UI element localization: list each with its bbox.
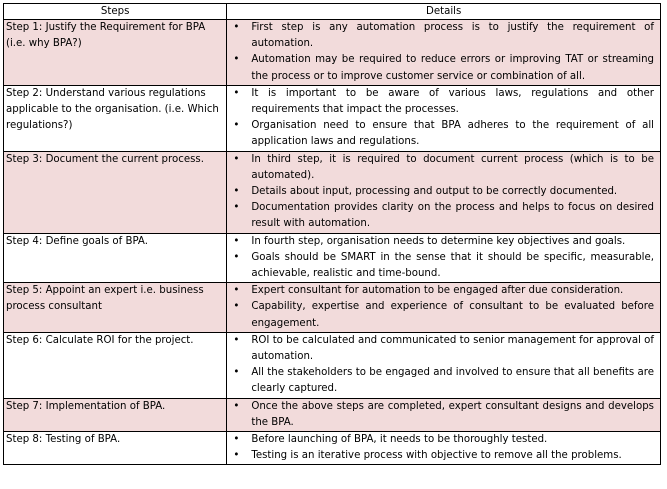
step-cell: Step 6: Calculate ROI for the project. xyxy=(4,332,227,398)
details-cell xyxy=(227,398,661,431)
detail-text: Expert consultant for automation to be engaged after due consideration. xyxy=(251,285,624,297)
details-list xyxy=(229,152,658,233)
detail-text: All the stakeholders to be engaged and involved to ensure that all benefits are clearly captured. xyxy=(251,367,654,395)
details-cell xyxy=(227,85,661,151)
table-row xyxy=(4,398,661,431)
step-cell: Step 8: Testing of BPA. xyxy=(4,432,227,465)
details-header: Details xyxy=(227,4,661,20)
bullet-icon: • xyxy=(233,334,240,346)
details-list xyxy=(229,432,658,464)
bullet-icon: • xyxy=(233,367,240,379)
list-item xyxy=(229,20,658,52)
bullet-icon: • xyxy=(233,186,240,198)
list-item xyxy=(229,52,658,84)
bullet-icon: • xyxy=(233,120,240,132)
detail-text: ROI to be calculated and communicated to senior management for approval of automation. xyxy=(251,334,654,363)
step-cell: Step 7: Implementation of BPA. xyxy=(4,398,227,431)
step-cell: Step 4: Define goals of BPA. xyxy=(4,233,227,283)
step-cell: Step 3: Document the current process. xyxy=(4,151,227,233)
list-item xyxy=(229,333,658,365)
detail-text: Testing is an iterative process with objective to remove all the problems. xyxy=(251,450,622,462)
bullet-icon: • xyxy=(233,153,240,165)
detail-text: Goals should be SMART in the sense that it should be specific, measurable, achievable, realistic and time-bound. xyxy=(251,251,654,280)
list-item xyxy=(229,152,658,184)
list-item xyxy=(229,250,658,282)
list-item xyxy=(229,234,658,250)
list-item xyxy=(229,200,658,232)
detail-text: Documentation provides clarity on the process and helps to focus on desired result with automation. xyxy=(251,202,654,230)
list-item xyxy=(229,399,658,431)
table-row xyxy=(4,233,661,283)
bullet-icon: • xyxy=(233,202,240,214)
bullet-icon: • xyxy=(233,235,240,247)
bullet-icon: • xyxy=(233,285,240,297)
details-cell xyxy=(227,332,661,398)
details-list xyxy=(229,283,658,332)
list-item xyxy=(229,283,658,299)
list-item xyxy=(229,184,658,200)
bpa-steps-table xyxy=(3,3,661,465)
list-item xyxy=(229,299,658,331)
table-row xyxy=(4,151,661,233)
details-cell xyxy=(227,283,661,333)
table-row xyxy=(4,20,661,86)
detail-text: Before launching of BPA, it needs to be thoroughly tested. xyxy=(251,434,548,446)
bullet-icon: • xyxy=(233,251,240,263)
detail-text: Capability, expertise and experience of consultant to be evaluated before engagement. xyxy=(251,301,654,329)
detail-text: In fourth step, organisation needs to determine key objectives and goals. xyxy=(251,235,626,247)
steps-header: Steps xyxy=(4,4,227,20)
details-cell xyxy=(227,233,661,283)
header-row xyxy=(4,4,661,20)
detail-text: It is important to be aware of various laws, regulations and other requirements that impact the processes. xyxy=(251,87,654,116)
table-row xyxy=(4,432,661,465)
details-cell xyxy=(227,20,661,86)
detail-text: Details about input, processing and output to be correctly documented. xyxy=(251,186,618,198)
step-cell: Step 1: Justify the Requirement for BPA (i.e. why BPA?) xyxy=(4,20,227,86)
list-item xyxy=(229,365,658,397)
table-row xyxy=(4,85,661,151)
list-item xyxy=(229,448,658,464)
detail-text: In third step, it is required to document current process (which is to be automated). xyxy=(251,153,654,181)
details-list xyxy=(229,86,658,151)
bullet-icon: • xyxy=(233,54,240,66)
table-row xyxy=(4,332,661,398)
details-list xyxy=(229,399,658,431)
bullet-icon: • xyxy=(233,400,240,412)
table-body xyxy=(4,20,661,465)
table-row xyxy=(4,283,661,333)
list-item xyxy=(229,432,658,448)
bullet-icon: • xyxy=(233,301,240,313)
step-cell: Step 5: Appoint an expert i.e. business process consultant xyxy=(4,283,227,333)
bullet-icon: • xyxy=(233,87,240,99)
bullet-icon: • xyxy=(233,434,240,446)
detail-text: Organisation need to ensure that BPA adheres to the requirement of all application laws and regulations. xyxy=(251,120,654,148)
details-cell xyxy=(227,432,661,465)
detail-text: Once the above steps are completed, expert consultant designs and develops the BPA. xyxy=(251,400,654,428)
details-cell xyxy=(227,151,661,233)
detail-text: Automation may be required to reduce errors or improving TAT or streaming the process or to improve customer service or combination of all. xyxy=(251,54,654,82)
step-cell: Step 2: Understand various regulations applicable to the organisation. (i.e. Which regulations?) xyxy=(4,85,227,151)
details-list xyxy=(229,333,658,398)
list-item xyxy=(229,118,658,150)
list-item xyxy=(229,86,658,118)
details-list xyxy=(229,20,658,85)
bullet-icon: • xyxy=(233,22,240,33)
details-list xyxy=(229,234,658,283)
bullet-icon: • xyxy=(233,450,240,462)
detail-text: First step is any automation process is to justify the requirement of automation. xyxy=(251,22,654,50)
